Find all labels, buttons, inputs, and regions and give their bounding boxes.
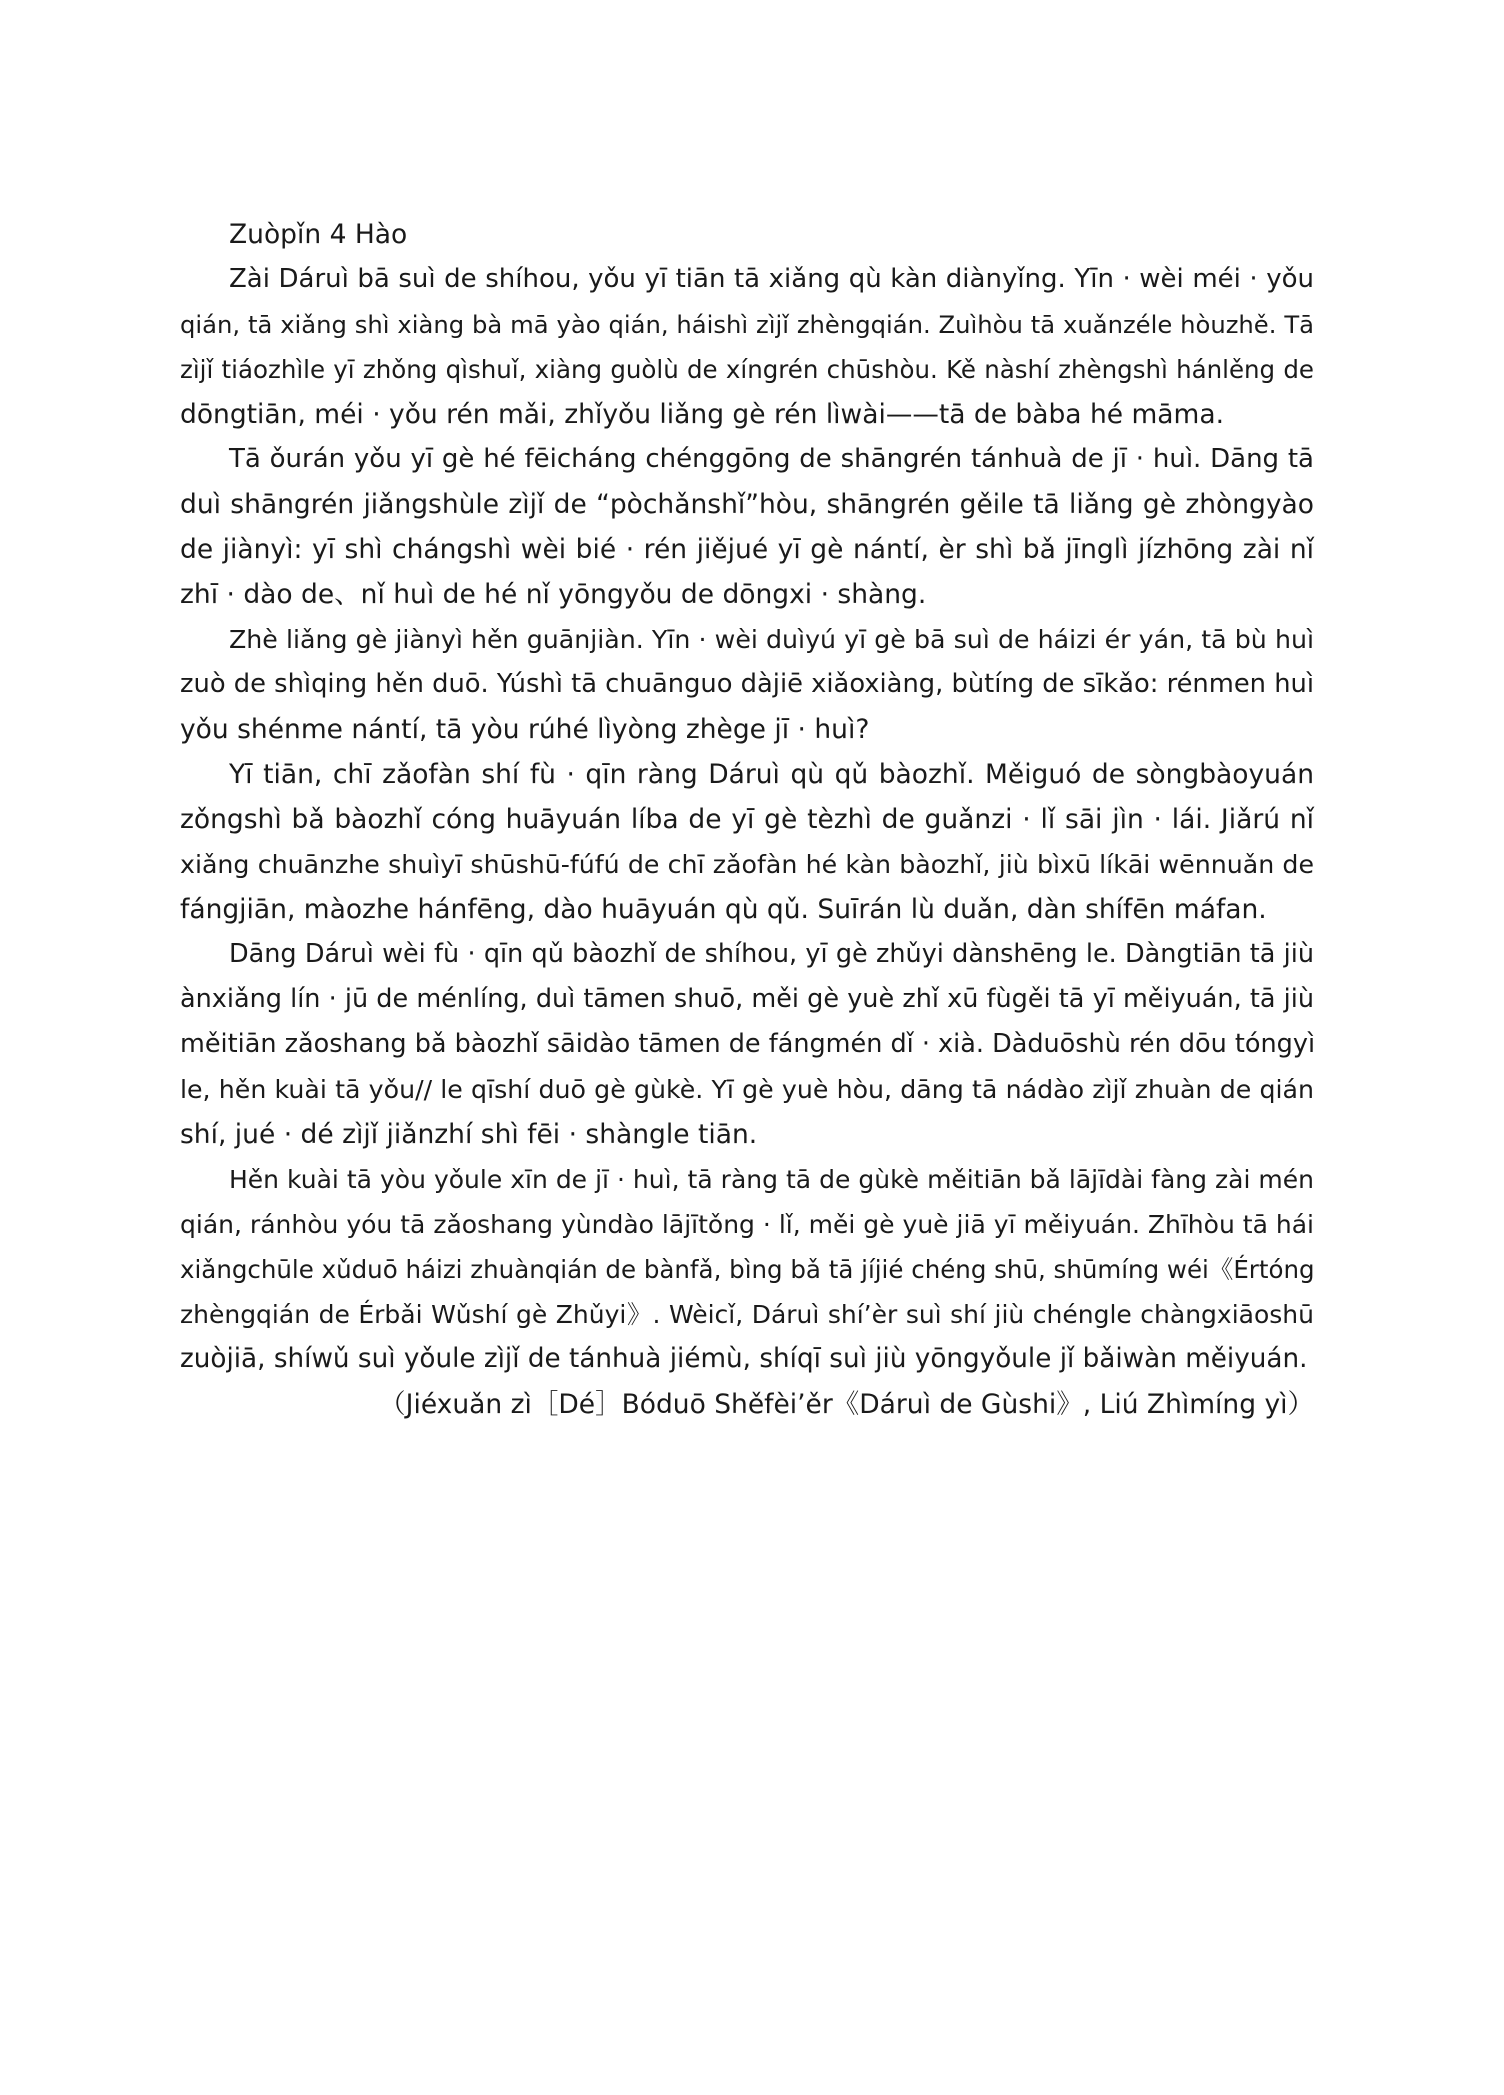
paragraph xyxy=(180,1157,1314,1382)
work-title: Zuòpǐn 4 Hào xyxy=(229,219,408,250)
text-line: Yī tiān, chī zǎofàn shí fù · qīn ràng Dáruì qù qǔ bàozhǐ. Měiguó de sòngbàoyuán xyxy=(229,759,1314,790)
text-line: Zài Dáruì bā suì de shíhou, yǒu yī tiān tā xiǎng qù kàn diànyǐng. Yīn · wèi méi · yǒu xyxy=(229,264,1314,294)
paragraph xyxy=(180,437,1314,617)
text-line: Hěn kuài tā yòu yǒule xīn de jī · huì, tā ràng tā de gùkè měitiān bǎ lājīdài fàng zài mén xyxy=(229,1165,1314,1194)
paragraph xyxy=(180,257,1314,437)
document-body xyxy=(180,212,1314,1427)
paragraph-list xyxy=(180,257,1314,1382)
text-line: dōngtiān, méi · yǒu rén mǎi, zhǐyǒu liǎng gè rén lìwài——tā de bàba hé māma. xyxy=(180,399,1225,430)
source-citation: （Jiéxuǎn zì［Dé］Bóduō Shěfèi’ěr《Dáruì de Gùshi》, Liú Zhìmíng yì） xyxy=(379,1389,1314,1420)
text-line: zhī · dào de、nǐ huì de hé nǐ yōngyǒu de dōngxi · shàng. xyxy=(180,579,927,610)
text-line: shí, jué · dé zìjǐ jiǎnzhí shì fēi · shàngle tiān. xyxy=(180,1119,758,1150)
text-line: měitiān zǎoshang bǎ bàozhǐ sāidào tāmen de fángmén dǐ · xià. Dàduōshù rén dōu tóngyì xyxy=(180,1029,1316,1059)
text-line: qián, tā xiǎng shì xiàng bà mā yào qián, háishì zìjǐ zhèngqián. Zuìhòu tā xuǎnzéle hòuzhě. Tā xyxy=(180,310,1314,339)
text-line: le, hěn kuài tā yǒu// le qīshí duō gè gùkè. Yī gè yuè hòu, dāng tā nádào zìjǐ zhuàn de qián xyxy=(180,1075,1314,1104)
text-line: xiǎng chuānzhe shuìyī shūshū-fúfú de chī zǎofàn hé kàn bàozhǐ, jiù bìxū líkāi wēnnuǎn de xyxy=(180,850,1314,879)
text-line: duì shāngrén jiǎngshùle zìjǐ de “pòchǎnshǐ”hòu, shāngrén gěile tā liǎng gè zhòngyào xyxy=(180,489,1314,520)
text-line: qián, ránhòu yóu tā zǎoshang yùndào lājītǒng · lǐ, měi gè yuè jiā yī měiyuán. Zhīhòu tā hái xyxy=(180,1210,1314,1239)
paragraph xyxy=(180,617,1314,752)
paragraph xyxy=(180,752,1314,932)
text-line: zuòjiā, shíwǔ suì yǒule zìjǐ de tánhuà jiémù, shíqī suì jiù yōngyǒule jǐ bǎiwàn měiyuán. xyxy=(180,1344,1308,1374)
text-line: yǒu shénme nántí, tā yòu rúhé lìyòng zhège jī · huì? xyxy=(180,714,870,745)
paragraph xyxy=(180,932,1314,1157)
text-line: zhèngqián de Érbǎi Wǔshí gè Zhǔyi》. Wèicǐ, Dáruì shí’èr suì shí jiù chéngle chàngxiāoshū xyxy=(180,1300,1314,1329)
text-line: fángjiān, màozhe hánfēng, dào huāyuán qù qǔ. Suīrán lù duǎn, dàn shífēn máfan. xyxy=(180,894,1267,925)
text-line: Zhè liǎng gè jiànyì hěn guānjiàn. Yīn · wèi duìyú yī gè bā suì de háizi ér yán, tā bù huì xyxy=(229,625,1314,654)
text-line: xiǎngchūle xǔduō háizi zhuànqián de bànfǎ, bìng bǎ tā jíjié chéng shū, shūmíng wéi《Értóng xyxy=(180,1255,1315,1284)
text-line: zǒngshì bǎ bàozhǐ cóng huāyuán líba de yī gè tèzhì de guǎnzi · lǐ sāi jìn · lái. Jiǎrú nǐ xyxy=(180,804,1314,835)
text-line: de jiànyì: yī shì chángshì wèi bié · rén jiějué yī gè nántí, èr shì bǎ jīnglì jízhōng zài nǐ xyxy=(180,534,1314,565)
text-line: zuò de shìqing hěn duō. Yúshì tā chuānguo dàjiē xiǎoxiàng, bùtíng de sīkǎo: rénmen huì xyxy=(180,669,1314,699)
text-line: ànxiǎng lín · jū de ménlíng, duì tāmen shuō, měi gè yuè zhǐ xū fùgěi tā yī měiyuán, tā jiù xyxy=(180,984,1314,1014)
text-line: Tā ǒurán yǒu yī gè hé fēicháng chénggōng de shāngrén tánhuà de jī · huì. Dāng tā xyxy=(229,444,1314,474)
text-line: zìjǐ tiáozhìle yī zhǒng qìshuǐ, xiàng guòlù de xíngrén chūshòu. Kě nàshí zhèngshì hánlěng de xyxy=(180,355,1314,384)
text-line: Dāng Dáruì wèi fù · qīn qǔ bàozhǐ de shíhou, yī gè zhǔyi dànshēng le. Dàngtiān tā jiù xyxy=(229,939,1314,969)
